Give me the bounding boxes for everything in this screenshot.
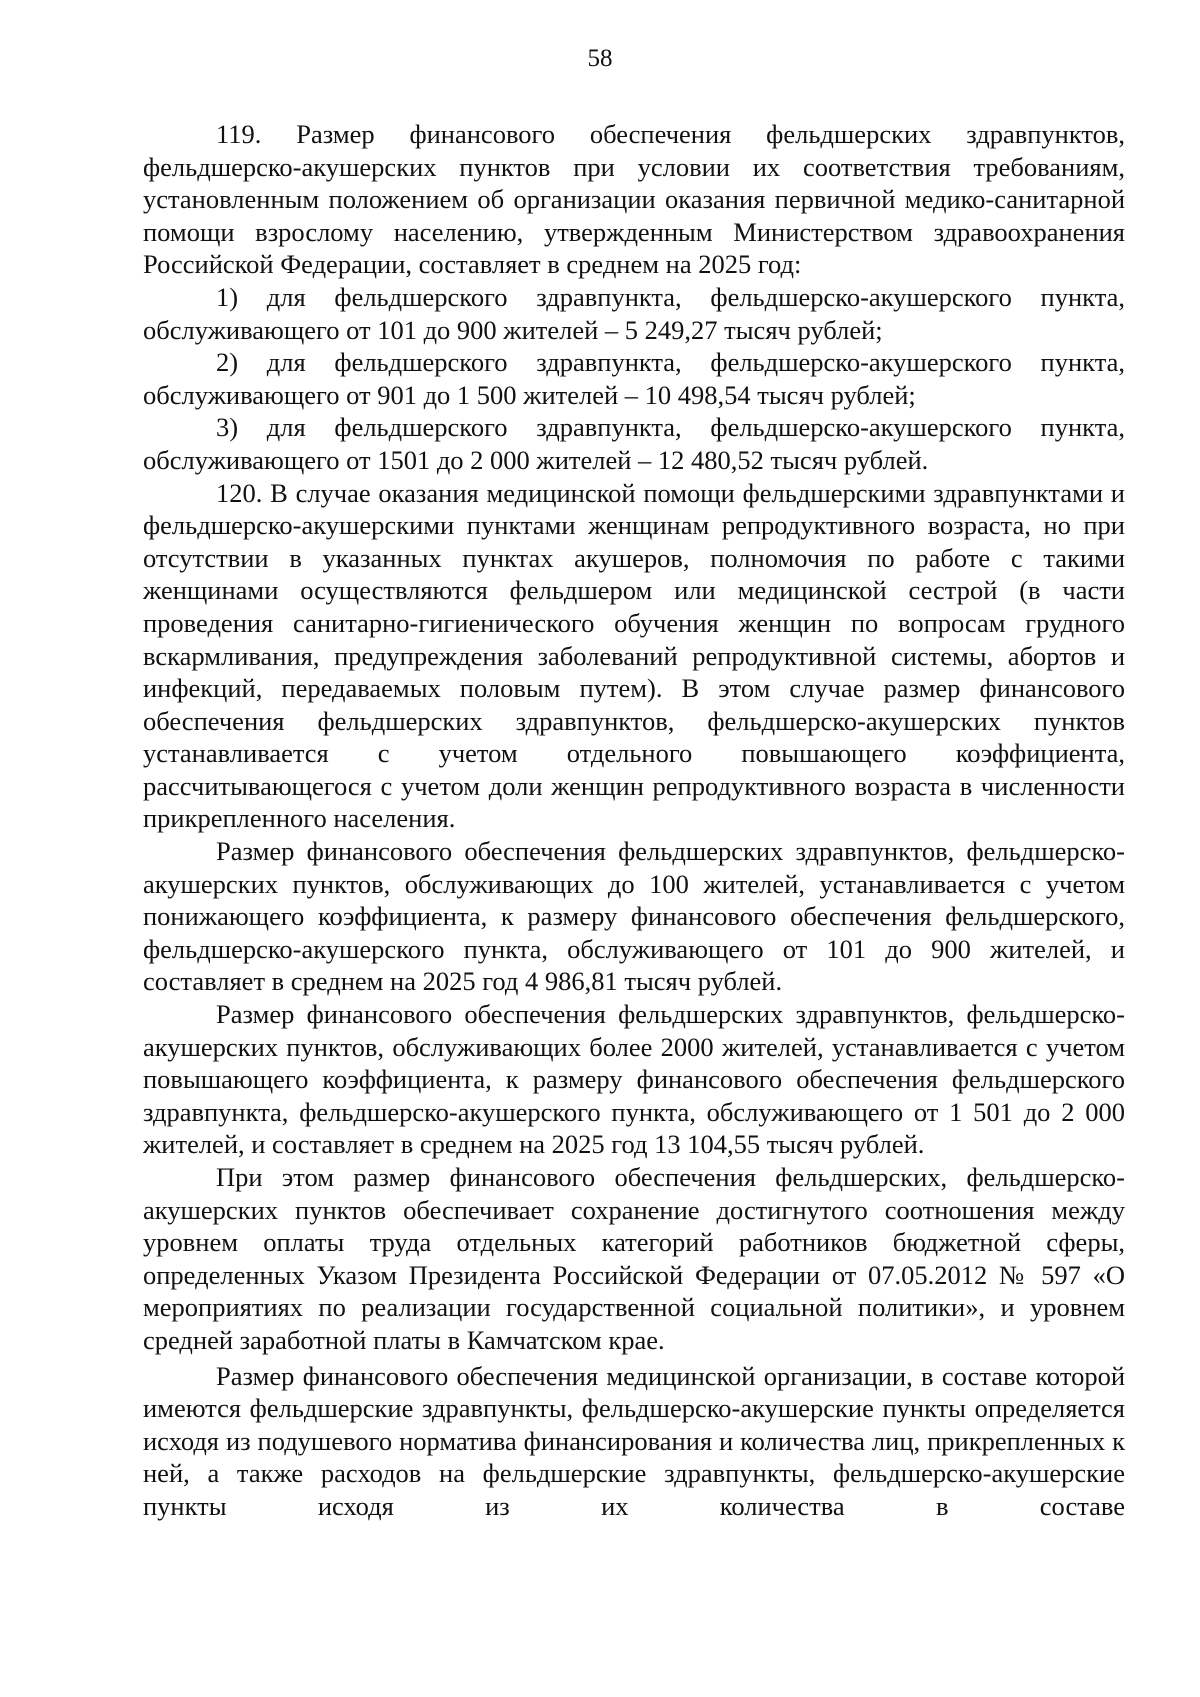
paragraph-organization-funding: Размер финансового обеспечения медицинской организации, в составе которой имеются фельдшерские здравпункты, фельдшерско-акушерские пункты определяется исходя из подушевого норматива финансирования и количества лиц, прикрепленных к ней, а также расходов на фельдшерские здравпункты, фельдшерско-акушерские пункты исходя из их количества в составе bbox=[143, 1360, 1125, 1521]
paragraph-119-item-1: 1) для фельдшерского здравпункта, фельдшерско-акушерского пункта, обслуживающего от 101 до 900 жителей – 5 249,27 тысяч рублей; bbox=[143, 281, 1125, 345]
paragraph-119: 119. Размер финансового обеспечения фельдшерских здравпунктов, фельдшерско-акушерских пунктов при условии их соответствия требованиям, установленным положением об организации оказания первичной медико-санитарной помощи взрослому населению, утвержденным Министерством здравоохранения Российской Федерации, составляет в среднем на 2025 год: bbox=[143, 119, 1125, 280]
paragraph-120: 120. В случае оказания медицинской помощи фельдшерскими здравпунктами и фельдшерско-акушерскими пунктами женщинам репродуктивного возраста, но при отсутствии в указанных пунктах акушеров, полномочия по работе с такими женщинами осуществляются фельдшером или медицинской сестрой (в части проведения санитарно-гигиенического обучения женщин по вопросам грудного вскармливания, предупреждения заболеваний репродуктивной системы, абортов и инфекций, передаваемых половым путем). В этом случае размер финансового обеспечения фельдшерских здравпунктов, фельдшерско-акушерских пунктов устанавливается с учетом отдельного повышающего коэффициента, рассчитывающегося с учетом доли женщин репродуктивного возраста в численности прикрепленного населения. bbox=[143, 477, 1125, 834]
page-number: 58 bbox=[587, 45, 613, 72]
document-body bbox=[143, 118, 1125, 1523]
paragraph-raising-coefficient: Размер финансового обеспечения фельдшерских здравпунктов, фельдшерско-акушерских пунктов, обслуживающих более 2000 жителей, устанавливается с учетом повышающего коэффициента, к размеру финансового обеспечения фельдшерского здравпункта, фельдшерско-акушерского пункта, обслуживающего от 1 501 до 2 000 жителей, и составляет в среднем на 2025 год 13 104,55 тысяч рублей. bbox=[143, 999, 1125, 1160]
paragraph-lowering-coefficient: Размер финансового обеспечения фельдшерских здравпунктов, фельдшерско-акушерских пунктов, обслуживающих до 100 жителей, устанавливается с учетом понижающего коэффициента, к размеру финансового обеспечения фельдшерского, фельдшерско-акушерского пункта, обслуживающего от 101 до 900 жителей, и составляет в среднем на 2025 год 4 986,81 тысяч рублей. bbox=[143, 836, 1125, 997]
paragraph-119-item-3: 3) для фельдшерского здравпункта, фельдшерско-акушерского пункта, обслуживающего от 1501 до 2 000 жителей – 12 480,52 тысяч рублей. bbox=[143, 412, 1125, 475]
paragraph-salary-ratio: При этом размер финансового обеспечения фельдшерских, фельдшерско-акушерских пунктов обеспечивает сохранение достигнутого соотношения между уровнем оплаты труда отдельных категорий работников бюджетной сферы, определенных Указом Президента Российской Федерации от 07.05.2012 № 597 «О мероприятиях по реализации государственной социальной политики», и уровнем средней заработной платы в Камчатском крае. bbox=[143, 1162, 1125, 1355]
paragraph-119-item-2: 2) для фельдшерского здравпункта, фельдшерско-акушерского пункта, обслуживающего от 901 до 1 500 жителей – 10 498,54 тысяч рублей; bbox=[143, 347, 1125, 410]
